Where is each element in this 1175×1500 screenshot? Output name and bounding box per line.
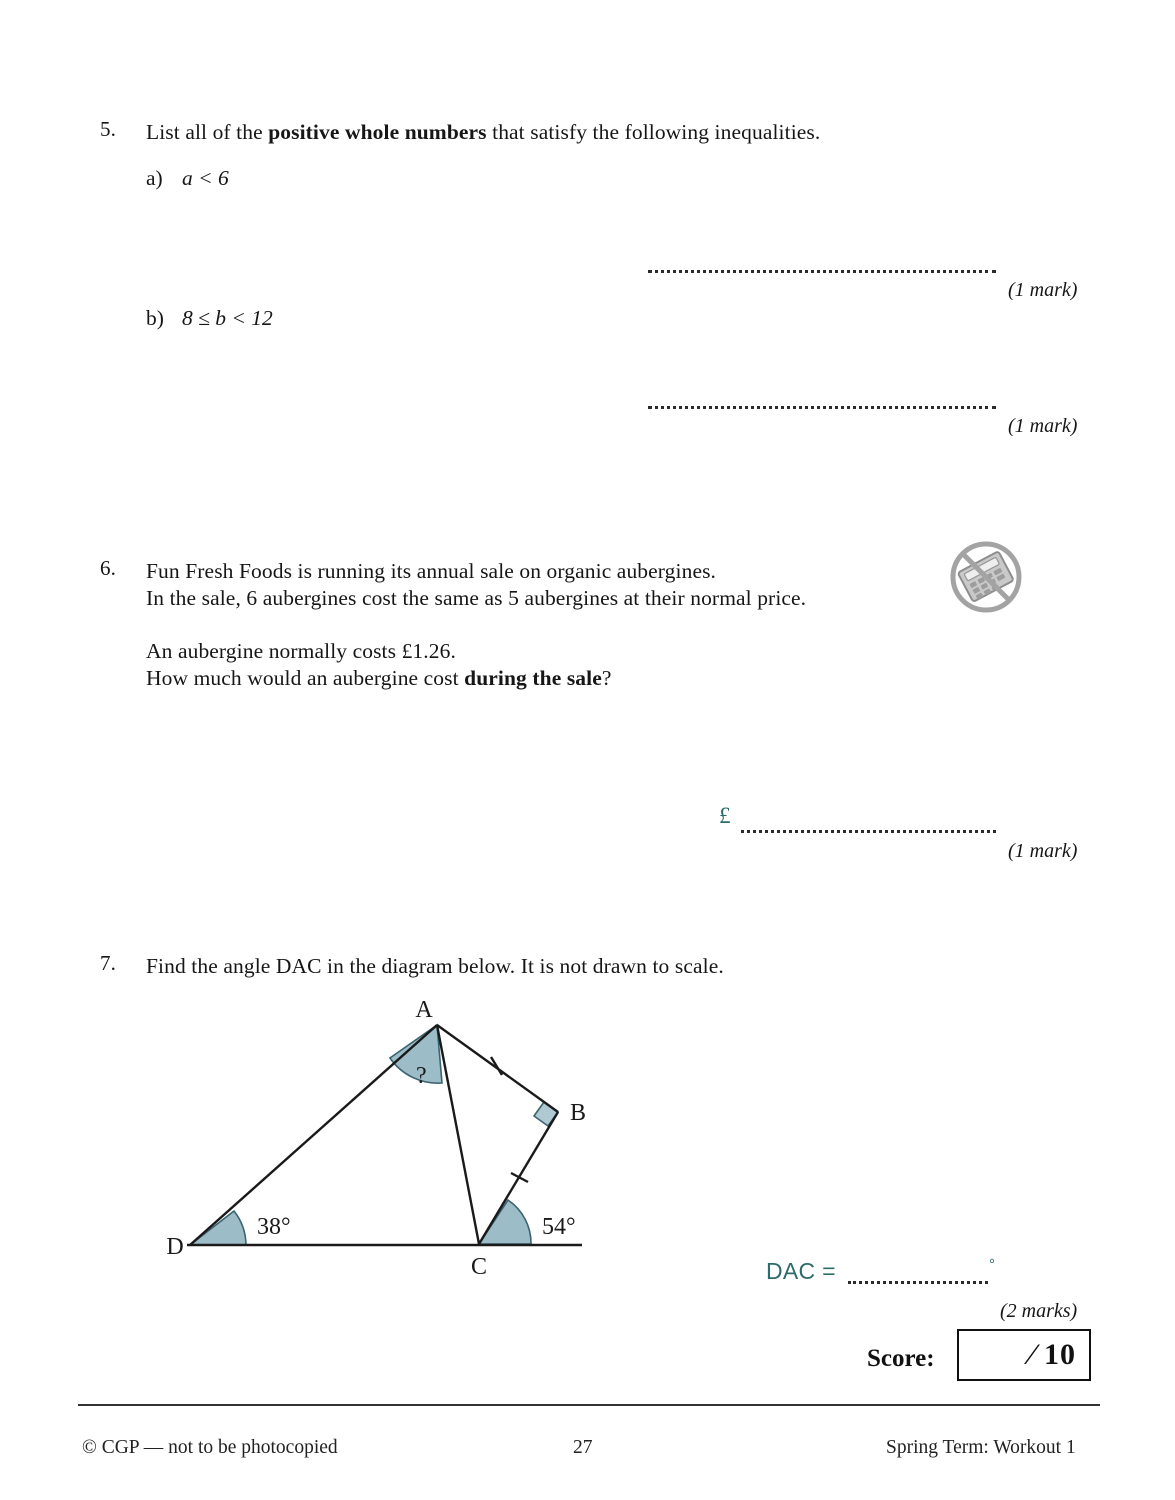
right-angle-marker-b (534, 1102, 558, 1126)
angle-label-d: 38° (257, 1214, 291, 1240)
question-7-prompt: Find the angle DAC in the diagram below. It is not drawn to scale. (146, 954, 724, 978)
question-5-prompt-post: that satisfy the following inequalities. (486, 120, 821, 144)
footer-term: Spring Term: Workout 1 (886, 1437, 1076, 1458)
question-7-answer-label: DAC = (766, 1258, 836, 1284)
question-5a-answer-line[interactable] (648, 270, 996, 273)
question-6-number: 6. (100, 556, 116, 580)
question-5b-answer-line[interactable] (648, 406, 996, 409)
vertex-label-b: B (569, 1100, 587, 1126)
question-6-line-4-post: ? (601, 666, 612, 690)
question-6-line-3: An aubergine normally costs £1.26. (146, 639, 456, 663)
question-5a-expression: a < 6 (182, 166, 229, 190)
vertex-label-a: A (415, 997, 433, 1023)
footer-page-number: 27 (573, 1437, 593, 1458)
question-5-number: 5. (100, 117, 116, 141)
footer-divider (78, 1404, 1100, 1406)
question-7-number: 7. (100, 951, 116, 975)
question-5b-expression: 8 ≤ b < 12 (182, 306, 273, 330)
question-5-prompt-bold: positive whole numbers (268, 120, 487, 144)
question-6-line-4 (146, 663, 612, 694)
angle-label-c: 54° (542, 1214, 576, 1240)
question-5-prompt-pre: List all of the (146, 120, 269, 144)
angle-fill-d (190, 1211, 246, 1245)
question-6-currency-symbol: £ (719, 803, 731, 828)
vertex-label-d: D (166, 1234, 184, 1260)
question-5-prompt (146, 117, 820, 148)
question-7-degree-symbol: ° (989, 1256, 995, 1273)
question-5a-marks: (1 mark) (1008, 279, 1078, 301)
question-5a-label: a) (146, 166, 163, 190)
angle-fill-c (479, 1200, 531, 1244)
score-box[interactable] (957, 1329, 1091, 1381)
angle-label-a-unknown: ? (416, 1063, 427, 1089)
score-label: Score: (867, 1345, 935, 1372)
question-6-line-1: Fun Fresh Foods is running its annual sale on organic aubergines. (146, 559, 717, 583)
question-7-answer-line[interactable] (848, 1281, 988, 1284)
question-7-marks: (2 marks) (1000, 1300, 1078, 1322)
geometry-diagram (150, 995, 610, 1285)
score-value: ⁄ 10 (1029, 1338, 1076, 1371)
question-6-line-4-pre: How much would an aubergine cost (146, 666, 465, 690)
question-6-marks: (1 mark) (1008, 840, 1078, 862)
question-6-line-2: In the sale, 6 aubergines cost the same as 5 aubergines at their normal price. (146, 586, 807, 610)
footer-copyright: © CGP — not to be photocopied (82, 1437, 338, 1458)
question-5b-marks: (1 mark) (1008, 415, 1078, 437)
question-6-answer-line[interactable] (741, 830, 996, 833)
vertex-label-c: C (470, 1254, 488, 1280)
segment-ac (437, 1025, 479, 1244)
question-6-line-4-bold: during the sale (464, 666, 602, 690)
no-calculator-icon (947, 538, 1025, 616)
question-5b-label: b) (146, 306, 164, 330)
segment-da (190, 1025, 437, 1245)
